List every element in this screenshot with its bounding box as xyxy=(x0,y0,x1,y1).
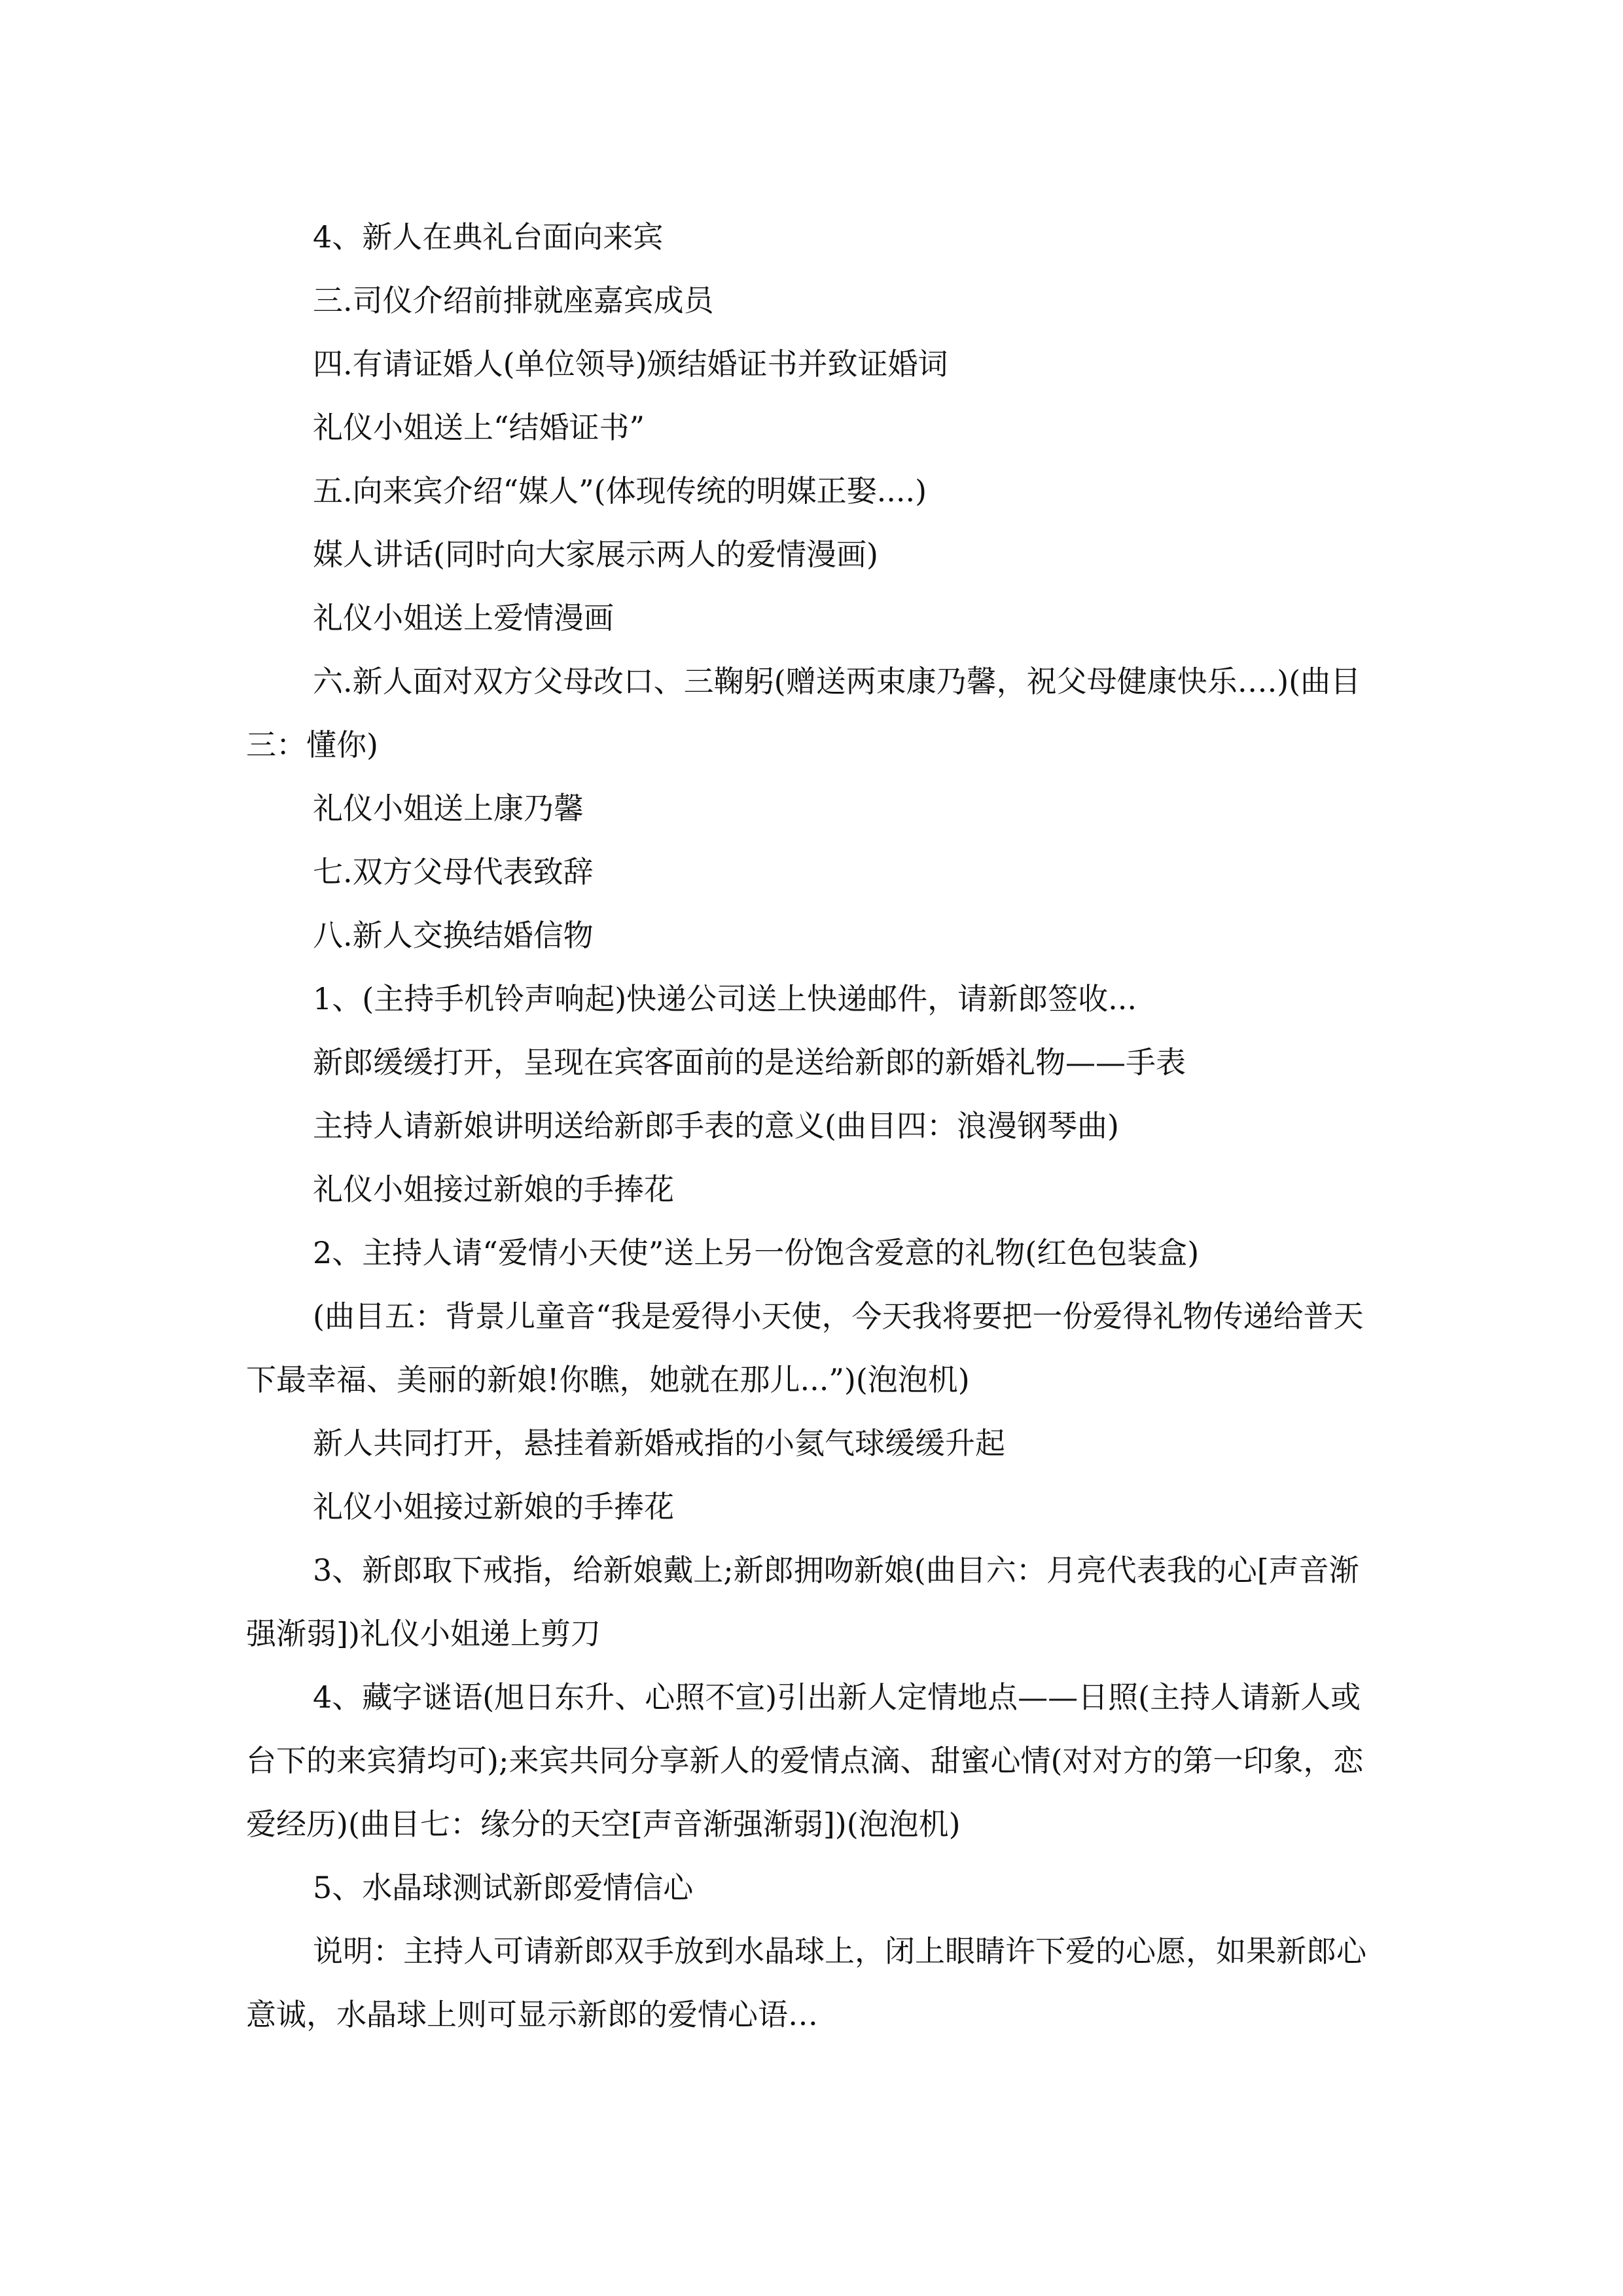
paragraph: 4、新人在典礼台面向来宾 xyxy=(313,219,664,255)
paragraph: 新郎缓缓打开，呈现在宾客面前的是送给新郎的新婚礼物——手表 xyxy=(313,1045,1186,1080)
paragraph: 3、新郎取下戒指，给新娘戴上;新郎拥吻新娘(曲目六：月亮代表我的心[声音渐强渐弱])礼仪小姐递上剪刀 xyxy=(246,1552,1359,1651)
paragraph: 5、水晶球测试新郎爱情信心 xyxy=(313,1870,694,1905)
paragraph: 媒人讲话(同时向大家展示两人的爱情漫画) xyxy=(313,537,878,572)
paragraph: 2、主持人请“爱情小天使”送上另一份饱含爱意的礼物(红色包装盒) xyxy=(313,1235,1200,1270)
paragraph: 新人共同打开，悬挂着新婚戒指的小氦气球缓缓升起 xyxy=(313,1426,1005,1461)
paragraph: 说明：主持人可请新郎双手放到水晶球上，闭上眼睛许下爱的心愿，如果新郎心意诚，水晶球上则可显示新郎的爱情心语… xyxy=(246,1933,1366,2032)
paragraph: 八.新人交换结婚信物 xyxy=(313,918,594,953)
paragraph: 礼仪小姐接过新娘的手捧花 xyxy=(313,1489,674,1524)
paragraph: 1、(主持手机铃声响起)快递公司送上快递邮件，请新郎签收... xyxy=(313,981,1137,1016)
paragraph: 三.司仪介绍前排就座嘉宾成员 xyxy=(313,283,714,318)
paragraph: 六.新人面对双方父母改口、三鞠躬(赠送两束康乃馨，祝父母健康快乐….)(曲目三：懂你) xyxy=(246,664,1361,762)
paragraph: (曲目五：背景儿童音“我是爱得小天使，今天我将要把一份爱得礼物传递给普天下最幸福、美丽的新娘!你瞧，她就在那儿...”)(泡泡机) xyxy=(246,1299,1364,1397)
paragraph: 礼仪小姐送上爱情漫画 xyxy=(313,600,614,636)
paragraph: 五.向来宾介绍“媒人”(体现传统的明媒正娶....) xyxy=(313,473,927,509)
paragraph: 礼仪小姐送上“结婚证书” xyxy=(313,410,645,445)
paragraph: 主持人请新娘讲明送给新郎手表的意义(曲目四：浪漫钢琴曲) xyxy=(313,1108,1119,1143)
paragraph: 四.有请证婚人(单位领导)颁结婚证书并致证婚词 xyxy=(313,346,948,382)
paragraph: 礼仪小姐送上康乃馨 xyxy=(313,791,584,826)
paragraph: 七.双方父母代表致辞 xyxy=(313,854,594,889)
document-body xyxy=(246,206,1378,2047)
paragraph: 4、藏字谜语(旭日东升、心照不宣)引出新人定情地点——日照(主持人请新人或台下的来宾猜均可);来宾共同分享新人的爱情点滴、甜蜜心情(对对方的第一印象，恋爱经历)(曲目七：缘分的天空[声音渐强渐弱])(泡泡机) xyxy=(246,1679,1364,1842)
paragraph: 礼仪小姐接过新娘的手捧花 xyxy=(313,1172,674,1207)
